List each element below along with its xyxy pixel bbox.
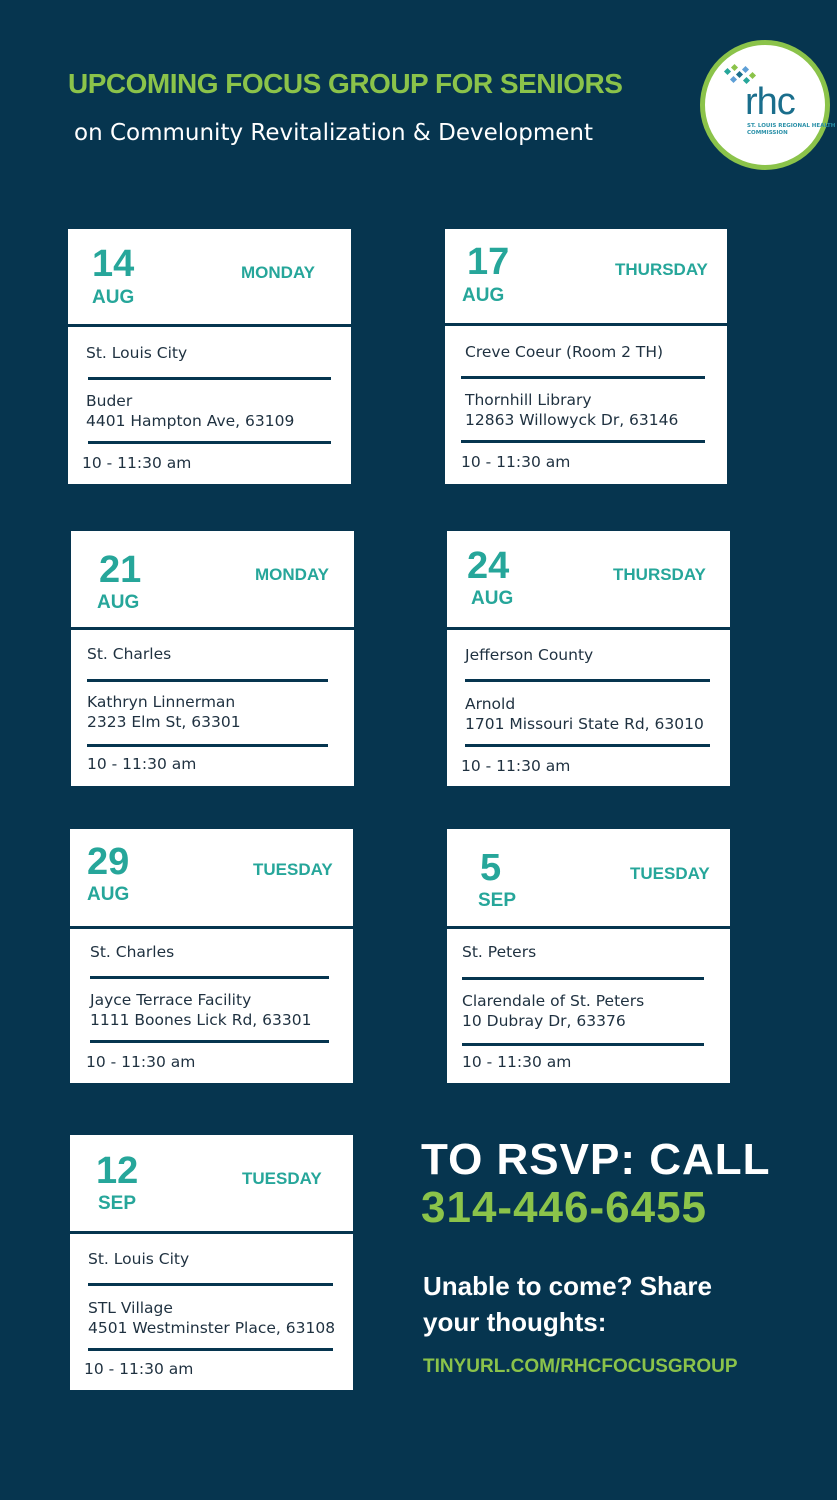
event-month: AUG <box>471 588 514 609</box>
event-venue: Clarendale of St. Peters <box>462 992 645 1010</box>
event-weekday: TUESDAY <box>242 1169 322 1188</box>
event-weekday: MONDAY <box>255 565 329 584</box>
divider <box>88 1348 333 1351</box>
rsvp-heading: TO RSVP: CALL <box>421 1135 771 1184</box>
divider <box>90 976 329 979</box>
event-area: St. Louis City <box>86 344 188 362</box>
event-time: 10 - 11:30 am <box>462 1053 572 1071</box>
event-address: 1701 Missouri State Rd, 63010 <box>465 715 704 733</box>
event-address: 10 Dubray Dr, 63376 <box>462 1012 626 1030</box>
event-day: 17 <box>467 241 510 283</box>
share-thoughts-text: Unable to come? Share your thoughts: <box>423 1271 712 1337</box>
feedback-url-link[interactable]: TINYURL.COM/RHCFOCUSGROUP <box>423 1356 738 1377</box>
event-day: 5 <box>480 847 502 889</box>
event-date-header <box>71 531 354 630</box>
event-venue: Jayce Terrace Facility <box>90 991 252 1009</box>
event-address: 4501 Westminster Place, 63108 <box>88 1319 336 1337</box>
event-area: Creve Coeur (Room 2 TH) <box>465 343 664 361</box>
event-address: 12863 Willowyck Dr, 63146 <box>465 411 679 429</box>
event-area: St. Peters <box>462 943 537 961</box>
event-area: St. Charles <box>90 943 175 961</box>
rhc-logo <box>700 40 836 170</box>
event-card-aug-14 <box>68 229 351 484</box>
event-date-header <box>447 531 730 630</box>
event-time: 10 - 11:30 am <box>84 1360 194 1378</box>
divider <box>461 376 705 379</box>
event-area: St. Louis City <box>88 1250 190 1268</box>
event-date-header <box>68 229 351 327</box>
event-weekday: THURSDAY <box>613 565 706 584</box>
event-area: St. Charles <box>87 645 172 663</box>
event-address: 2323 Elm St, 63301 <box>87 713 241 731</box>
event-venue: STL Village <box>88 1299 173 1317</box>
event-venue: Kathryn Linnerman <box>87 693 236 711</box>
divider <box>90 1040 329 1043</box>
event-venue: Arnold <box>465 695 516 713</box>
event-card-aug-29 <box>70 829 353 1083</box>
event-card-aug-21 <box>71 531 354 786</box>
rsvp-phone-number[interactable]: 314-446-6455 <box>421 1183 708 1232</box>
event-address: 1111 Boones Lick Rd, 63301 <box>90 1011 312 1029</box>
divider <box>461 440 705 443</box>
event-time: 10 - 11:30 am <box>87 755 197 773</box>
event-card-aug-24 <box>447 531 730 786</box>
divider <box>462 1043 704 1046</box>
divider <box>462 977 704 980</box>
divider <box>465 744 710 747</box>
event-area: Jefferson County <box>465 646 594 664</box>
event-day: 29 <box>87 841 130 883</box>
event-day: 14 <box>92 243 135 285</box>
divider <box>465 679 710 682</box>
event-month: AUG <box>97 592 140 613</box>
event-card-sep-12 <box>70 1135 353 1390</box>
event-date-header <box>445 229 727 326</box>
event-month: AUG <box>92 287 135 308</box>
event-month: SEP <box>478 890 517 911</box>
event-weekday: TUESDAY <box>253 860 333 879</box>
logo-wordmark: rhc <box>745 81 795 123</box>
event-month: AUG <box>87 884 130 905</box>
event-month: SEP <box>98 1193 137 1214</box>
event-venue: Buder <box>86 392 133 410</box>
event-month: AUG <box>462 285 505 306</box>
event-day: 24 <box>467 545 510 587</box>
event-time: 10 - 11:30 am <box>461 757 571 775</box>
event-day: 21 <box>99 549 142 591</box>
event-venue: Thornhill Library <box>465 391 592 409</box>
event-weekday: THURSDAY <box>615 260 708 279</box>
event-card-sep-5 <box>447 829 730 1083</box>
event-time: 10 - 11:30 am <box>82 454 192 472</box>
divider <box>88 377 331 380</box>
divider <box>88 441 331 444</box>
divider <box>87 679 328 682</box>
event-day: 12 <box>96 1150 139 1192</box>
event-time: 10 - 11:30 am <box>461 453 571 471</box>
page-subtitle: on Community Revitalization & Development <box>74 120 593 146</box>
event-weekday: TUESDAY <box>630 864 710 883</box>
event-time: 10 - 11:30 am <box>86 1053 196 1071</box>
divider <box>87 744 328 747</box>
logo-caption: ST. LOUIS REGIONAL HEALTH COMMISSION <box>747 123 836 136</box>
event-date-header <box>447 829 730 929</box>
event-date-header <box>70 829 353 929</box>
event-card-aug-17 <box>445 229 727 484</box>
event-weekday: MONDAY <box>241 263 315 282</box>
page-title: UPCOMING FOCUS GROUP FOR SENIORS <box>68 68 623 99</box>
event-date-header <box>70 1135 353 1234</box>
event-address: 4401 Hampton Ave, 63109 <box>86 412 295 430</box>
divider <box>88 1283 333 1286</box>
